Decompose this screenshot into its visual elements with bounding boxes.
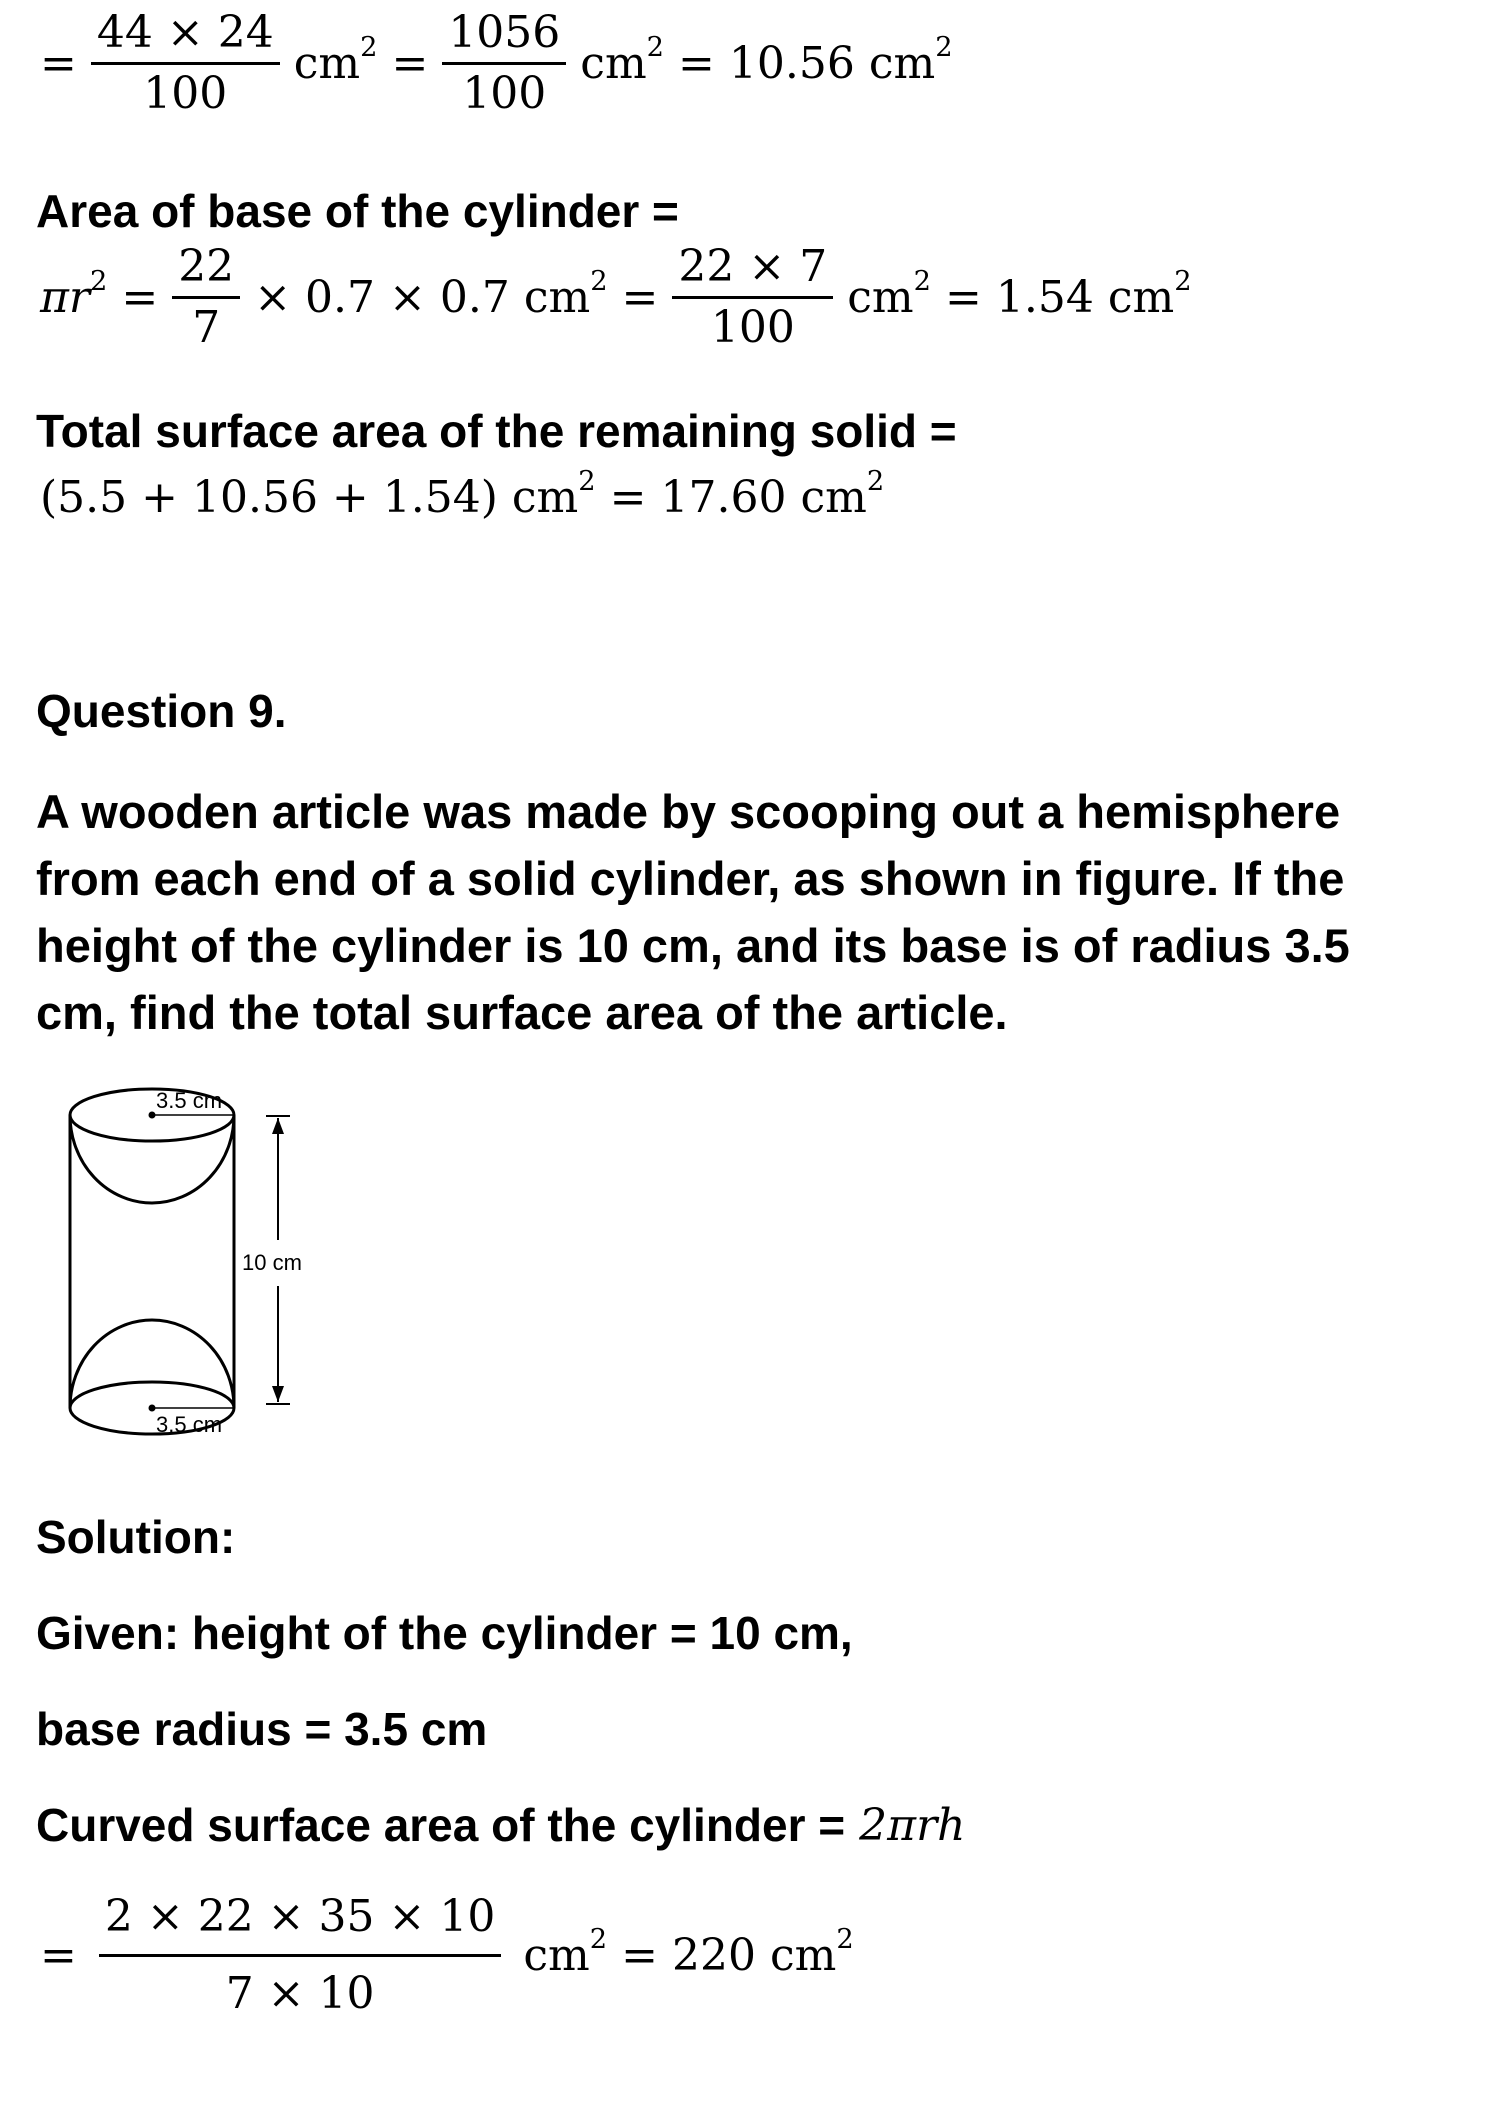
equation-base-area: $\pi r^2$ = $\frac{22}{7}$ × 0.7 × 0.7 $cm^2$ = $\frac{22 \times 7}{100}$ $cm^2$ = 1.54 $cm^2$	[40, 241, 1192, 354]
equation-curved-surface-area: = $\frac{2 \times 22 \times 35 \times 10}{7 \times 10}$ $cm^2$ = 220 $cm^2$	[40, 1891, 854, 2020]
given-height: Given: height of the cylinder = 10 cm,	[36, 1607, 853, 1659]
top-hemisphere	[70, 1115, 234, 1203]
base-area-heading: Area of base of the cylinder =	[36, 185, 679, 237]
bottom-hemisphere	[70, 1320, 234, 1408]
height-label: 10 cm	[242, 1250, 302, 1275]
bottom-radius-label: 3.5 cm	[156, 1412, 223, 1437]
given-radius: base radius = 3.5 cm	[36, 1703, 488, 1755]
fraction: $\frac{1056}{100}$	[442, 10, 566, 117]
solution-title: Solution:	[36, 1511, 236, 1563]
fraction: $\frac{44 \times 24}{100}$	[91, 10, 280, 117]
top-radius-label: 3.5 cm	[156, 1088, 223, 1113]
fraction: $\frac{2 \times 22 \times 35 \times 10}{7 \times 10}$	[99, 1894, 501, 2017]
cylinder-figure	[60, 1080, 360, 1460]
fraction: $\frac{22}{7}$	[172, 244, 240, 351]
csa-heading: Curved surface area of the cylinder = 2πrh	[36, 1799, 966, 1851]
tsa-heading: Total surface area of the remaining solid =	[36, 405, 957, 457]
question-text: A wooden article was made by scooping out a hemisphere from each end of a solid cylinder, as shown in figure. If the height of the cylinder is 10 cm, and its base is of radius 3.5 cm, find the total surface area of the article.	[36, 785, 1350, 1039]
equation-total-surface-area: (5.5 + 10.56 + 1.54) $cm^2 = 17.60$ $cm^2$	[40, 465, 885, 523]
question-title: Question 9.	[36, 685, 287, 737]
equation-area-result: = $\frac{44 \times 24}{100}$ $cm^2$ = $\frac{1056}{100}$ $cm^2$ = 10.56 $cm^2$	[40, 7, 953, 120]
fraction: $\frac{22 \times 7}{100}$	[672, 244, 833, 351]
